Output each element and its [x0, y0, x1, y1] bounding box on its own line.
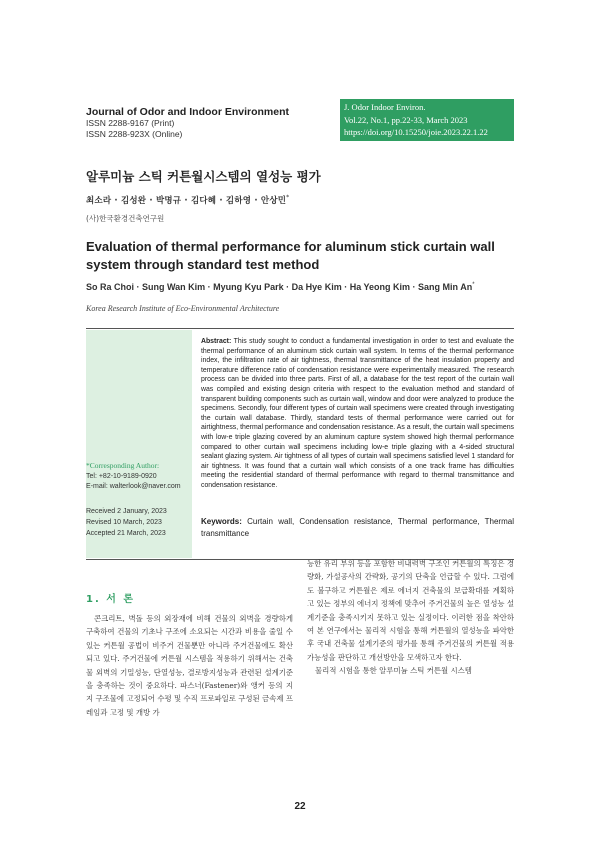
- authors-english-names: So Ra Choi · Sung Wan Kim · Myung Kyu Park · Da Hye Kim · Ha Yeong Kim · Sang Min An: [86, 282, 473, 292]
- corresponding-tel: Tel: +82-10-9189-0920: [86, 473, 157, 480]
- journal-citation-box: [340, 99, 514, 141]
- date-revised: Revised 10 March, 2023: [86, 519, 162, 526]
- body-column-right: [307, 557, 514, 678]
- abstract-top-rule: [86, 328, 514, 329]
- corresponding-mark: *: [286, 194, 290, 202]
- affiliation-korean: (사)한국환경건축연구원: [86, 214, 165, 223]
- corresponding-email[interactable]: E-mail: walterlook@naver.com: [86, 483, 181, 490]
- page-number: 22: [294, 801, 306, 812]
- journal-volume: Vol.22, No.1, pp.22-33, March 2023: [344, 114, 468, 125]
- paragraph: 물리적 시험을 통한 알루미늄 스틱 커튼월 시스템: [315, 666, 472, 676]
- journal-short-name: J. Odor Indoor Environ.: [344, 102, 426, 112]
- abstract-label: Abstract:: [201, 338, 232, 345]
- keywords-label: Keywords:: [201, 517, 242, 526]
- corresponding-mark: *: [472, 282, 475, 288]
- title-english: Evaluation of thermal performance for aluminum stick curtain wall system through standard test method: [86, 239, 495, 272]
- corresponding-author-label: *Corresponding Author:: [86, 461, 160, 470]
- date-received: Received 2 January, 2023: [86, 508, 167, 515]
- issn-print: ISSN 2288-9167 (Print): [86, 118, 175, 128]
- date-accepted: Accepted 21 March, 2023: [86, 530, 166, 537]
- body-column-left: [86, 612, 293, 719]
- issn-online: ISSN 2288-923X (Online): [86, 128, 183, 139]
- affiliation-english: Korea Research Institute of Eco-Environmental Architecture: [86, 304, 280, 313]
- journal-header-left: [86, 106, 338, 142]
- authors-korean: [86, 194, 289, 206]
- keywords: [201, 516, 514, 539]
- paragraph: 콘크리트, 벽돌 등의 외장재에 비해 건물의 외벽을 경량하게 구축하여 건물의 기초나 구조에 소요되는 시간과 비용을 줄일 수 있는 커튼월 공법이 비주거 건물뿐만 아니라 주거건물에도 확산되고 있다. 주거건물에 커튼월 시스템을 적용하기 위해서는 건축물 외벽의 기밀성능, 단열성능, 결로방지성능과 관련된 설계기준을 충족하는 것이 중요하다. 파스너(Fastener)와 앵커 등의 지지 구조물에 고정되어 수평 및 수직 프로파일로 구성된 금속제 프레임과 고정 및 개방 가: [86, 614, 293, 717]
- keywords-text: Curtain wall, Condensation resistance, Thermal performance, Thermal transmittance: [201, 517, 514, 538]
- paragraph: 능한 유리 부위 등을 포함한 비내력벽 구조인 커튼월의 특징은 경량화, 가설공사의 간략화, 공기의 단축을 언급할 수 있다. 그럼에도 불구하고 커튼월은 제로 에너지 건축물의 보급확대를 계획하고 있는 정부의 에너지 정책에 맞추어 주거건물의 높은 열성능 설계기준을 충족시키지 못하고 있는 실정이다. 이러한 점을 착안하여 본 연구에서는 물리적 시험을 통해 커튼월의 열성능을 파악한 후 국내 건축물 설계기준의 평가를 통해 주거건물의 커튼월 적용가능성을 판단하고 개선방안을 모색하고자 한다.: [307, 559, 514, 662]
- abstract-text: This study sought to conduct a fundamental investigation in order to test and evaluate the thermal performance of an aluminum stick curtain wall system. In terms of the thermal performance index, the infiltration rate of air tightness, thermal transmittance of the heat insulation property and temperature difference ratio of condensation resistance were experimentally measured. The research process can be divided into three parts. First of all, a database for the test report of the curtain wall was compiled and existing design criteria with respect to the evaluation method and standard of transparent building components such as curtain wall, window and door were analyzed to produce the specimens. Secondly, four different types of curtain wall specimens were created through investigating the curtain wall database. Thirdly, standard tests of thermal performance were carried out for airtightness, thermal performance and condensation resistance. As a result, the curtain wall specimens with low-e triple glazing covered by an aluminum capture system showed high thermal performance compared to other curtain wall specimens including low-e triple glazing with a 4-sided structural sealant glazing system. Air tightness of all types of curtain wall specimens satisfied level 1 standard for air tightness. It was found that a curtain wall which consists of a one track frame has difficulties meeting the residential standard of thermal performance with regard to thermal transmittance and condensation resistance.: [201, 338, 514, 489]
- abstract: [201, 337, 514, 491]
- journal-name: Journal of Odor and Indoor Environment: [86, 106, 290, 118]
- section-heading: 1. 서 론: [86, 594, 136, 605]
- authors-english: [86, 282, 475, 292]
- title-korean: 알루미늄 스틱 커튼월시스템의 열성능 평가: [86, 169, 321, 184]
- authors-korean-names: 최소라 · 김성완 · 박명규 · 김다혜 · 김하영 · 안상민: [86, 196, 287, 206]
- journal-doi[interactable]: https://doi.org/10.15250/joie.2023.22.1.22: [344, 127, 488, 137]
